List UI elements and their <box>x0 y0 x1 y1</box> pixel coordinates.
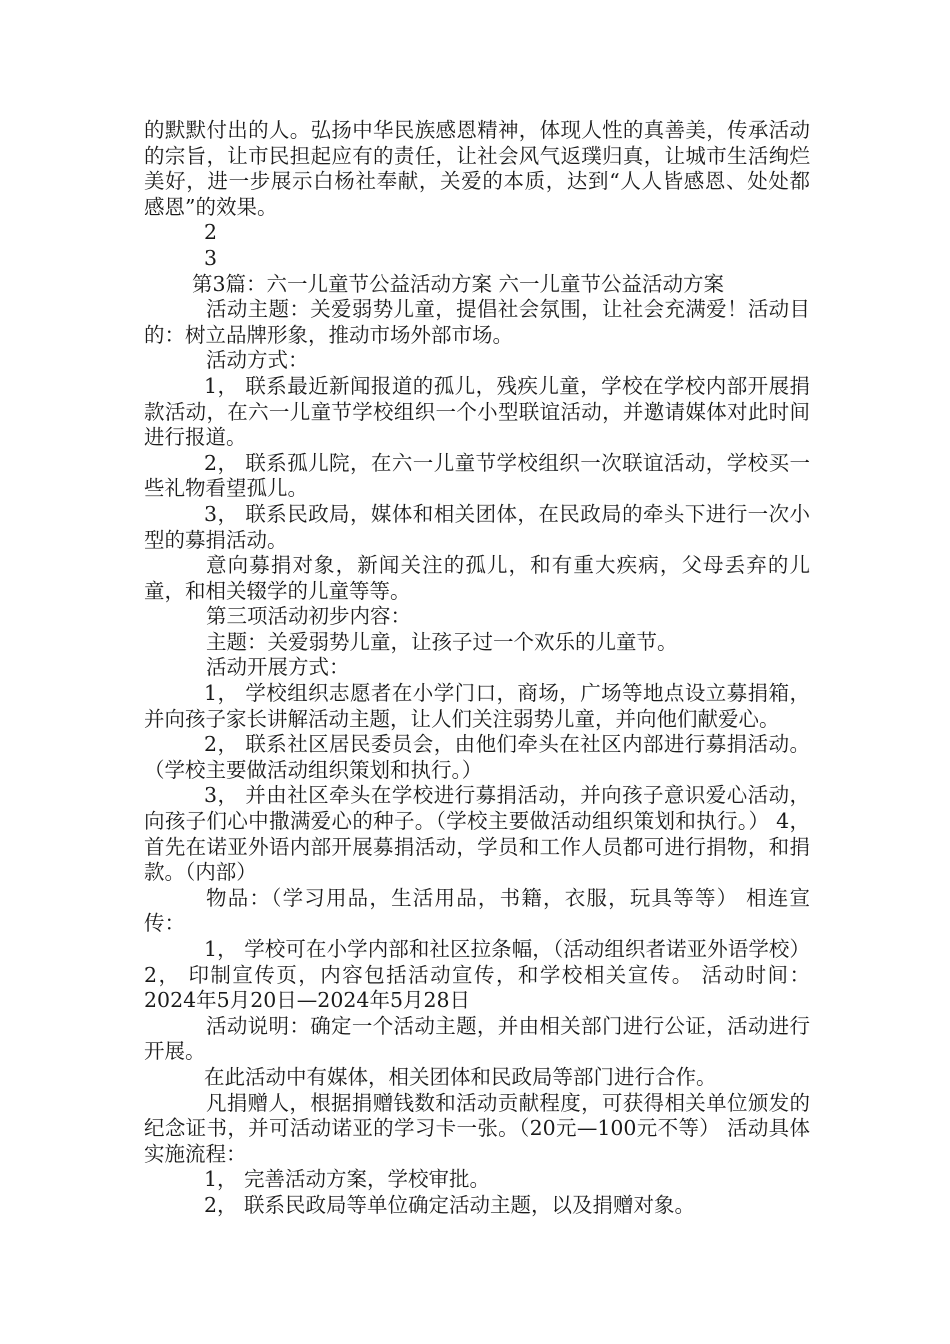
paragraph-publicity-time: 1， 学校可在小学内部和社区拉条幅，（活动组织者诺亚外语学校） 2， 印制宣传页，内容包括活动宣传，和学校相关宣传。 活动时间：2024年5月20日—2024年5月28日 <box>144 937 810 1013</box>
list-item-development-3-4: 3， 并由社区牵头在学校进行募捐活动，并向孩子意识爱心活动，向孩子们心中撒满爱心的种子。（学校主要做活动组织策划和执行。） 4， 首先在诺亚外语内部开展募捐活动，学员和工作人员都可进行捐物，和捐款。（内部） <box>144 783 810 885</box>
paragraph-activity-notes: 活动说明：确定一个活动主题，并由相关部门进行公证，活动进行开展。 <box>144 1013 810 1064</box>
paragraph-cooperation: 在此活动中有媒体，相关团体和民政局等部门进行合作。 <box>204 1064 717 1089</box>
list-item-method-2: 2， 联系孤儿院，在六一儿童节学校组织一次联谊活动，学校买一些礼物看望孤儿。 <box>144 450 810 501</box>
section-title: 第3篇：六一儿童节公益活动方案 六一儿童节公益活动方案 <box>192 271 725 296</box>
paragraph-intro-continuation: 的默默付出的人。弘扬中华民族感恩精神，体现人性的真善美，传承活动的宗旨，让市民担起应有的责任，让社会风气返璞归真，让城市生活绚烂美好，进一步展示白杨社奉献，关爱的本质，达到“人人皆感恩、处处都感恩”的效果。 <box>144 118 810 219</box>
list-item-flow-1: 1， 完善活动方案，学校审批。 <box>204 1167 491 1192</box>
page-number-3: 3 <box>204 245 218 270</box>
heading-activity-methods: 活动方式： <box>206 348 309 373</box>
heading-activity-development: 活动开展方式： <box>206 655 350 680</box>
page-number-2: 2 <box>204 220 218 245</box>
list-item-method-3: 3， 联系民政局，媒体和相关团体，在民政局的牵头下进行一次小型的募捐活动。 <box>144 501 810 552</box>
list-item-flow-2: 2， 联系民政局等单位确定活动主题，以及捐赠对象。 <box>204 1192 696 1217</box>
heading-third-activity: 第三项活动初步内容： <box>206 604 411 629</box>
list-item-method-1: 1， 联系最近新闻报道的孤儿，残疾儿童，学校在学校内部开展捐款活动，在六一儿童节学校组织一个小型联谊活动，并邀请媒体对此时间进行报道。 <box>144 373 810 450</box>
list-item-development-1: 1， 学校组织志愿者在小学门口，商场，广场等地点设立募捐箱，并向孩子家长讲解活动主题，让人们关注弱势儿童，并向他们献爱心。 <box>144 681 810 731</box>
paragraph-items: 物品：（学习用品，生活用品，书籍，衣服，玩具等等） 相连宣传： <box>144 885 810 936</box>
paragraph-donor-rewards: 凡捐赠人，根据捐赠钱数和活动贡献程度，可获得相关单位颁发的纪念证书，并可活动诺亚的学习卡一张。（20元—100元不等） 活动具体实施流程： <box>144 1090 810 1166</box>
list-item-development-2: 2， 联系社区居民委员会，由他们牵头在社区内部进行募捐活动。（学校主要做活动组织策划和执行。） <box>144 732 810 782</box>
paragraph-theme: 主题：关爱弱势儿童，让孩子过一个欢乐的儿童节。 <box>206 629 678 654</box>
document-body <box>144 118 810 1219</box>
paragraph-theme-purpose: 活动主题：关爱弱势儿童，提倡社会氛围，让社会充满爱！活动目的：树立品牌形象，推动市场外部市场。 <box>144 297 810 347</box>
paragraph-donation-targets: 意向募捐对象，新闻关注的孤儿，和有重大疾病，父母丢弃的儿童，和相关辍学的儿童等等。 <box>144 553 810 603</box>
